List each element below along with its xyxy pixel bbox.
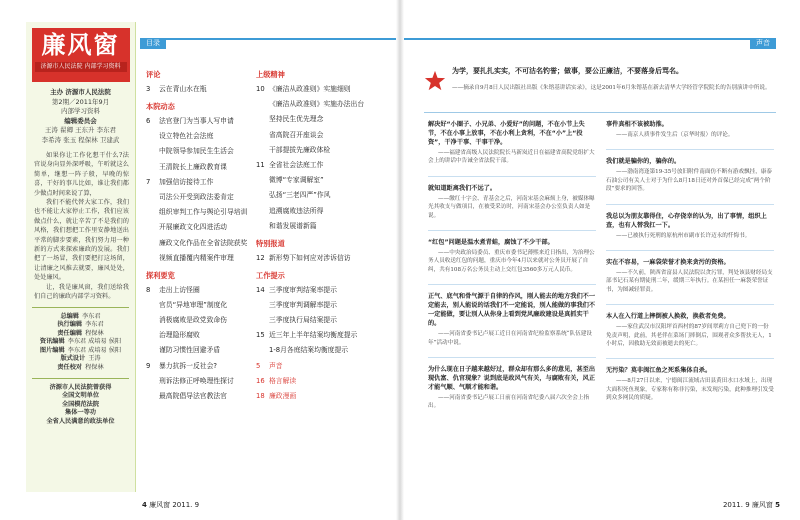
toc-entry-title: 新形势下如何应对涉诉信访 (269, 253, 351, 262)
toc-entry-title: 加强信访接待工作 (159, 177, 214, 186)
article-divider (428, 230, 596, 231)
article (428, 238, 596, 274)
intro-paragraph: 如果你让工作化想干什么?法官说身向显外深呼吸，午听就这么简单，继想一阵子般，早晚的惊喜，干好的事儿比如，谁让我们都少做点时间来说了算， (34, 152, 129, 197)
toc-entry-title: 司法公开受到政法委肯定 (159, 192, 234, 201)
article-source: ——中央政治局委员、重庆市委书记薄熙来近日指出，为治理公务人员收送红包的问题，重庆市今年4月以来就对公务员开展了自纠，共有108万名公务员主动上交红包3560多万元人民币。 (428, 250, 595, 273)
credit-row (26, 355, 135, 364)
toc-entry[interactable] (256, 160, 386, 170)
toc-entry[interactable] (256, 391, 386, 401)
toc-entry[interactable] (256, 190, 386, 200)
toc-entry-title: 最高院倡导法官教法官 (159, 392, 227, 400)
toc-page-number: 10 (256, 85, 265, 93)
toc-entry-title: 弘扬“三老四严”作风 (269, 191, 331, 200)
credit-role: 图片编辑 (39, 346, 65, 354)
toc-entry[interactable] (256, 253, 386, 263)
masthead-type: 内部学习资料 (61, 107, 100, 115)
editor-intro (26, 145, 135, 302)
article (606, 312, 774, 348)
toc-entry[interactable] (146, 376, 242, 386)
toc-entry-title: 组织审判工作与舆论引导培训 (159, 208, 248, 217)
toc-page-number: 15 (256, 331, 265, 340)
toc-entry[interactable] (256, 361, 386, 371)
toc-entry-title: 全省社会法庭工作 (269, 160, 324, 169)
masthead-sponsor: 主办 济源市人民法院 (50, 88, 111, 96)
toc-entry[interactable] (256, 206, 386, 216)
toc-page-number: 5 (256, 361, 261, 370)
article (428, 365, 596, 411)
toc-entry-title: 干部提拔先廉政体检 (269, 145, 331, 154)
article-headline: 实在不容易，一麻袋荣誉才换来贪污的资格。 (606, 259, 730, 267)
toc-entry[interactable] (256, 376, 386, 386)
article-source: ——8月27日以来，宁德闽江流域古田县黄田水口水域上，出现大面积死鱼现象，专家称有称非污染，末发现污染，此种推理引发受到众多网民的质疑。 (606, 378, 774, 402)
toc-entry-title: 声音 (269, 361, 283, 370)
toc-entry[interactable] (146, 131, 242, 141)
article (606, 366, 774, 402)
quote-title: 为学，要扎扎实实，不可沽名钓誉；做事，要公正廉洁，不要落身后骂名。 (452, 67, 683, 75)
article-source: ——南京人质事件发生后（京华时报）的评论。 (616, 132, 734, 138)
article-source: ——不久前，陕西省富县人民法院以贪污罪，判处该县财经局支部书记石某有期徒刑二年，缓期三年执行。在某担任一麻袋荣誉证书，为图减轻罪责。 (606, 270, 773, 293)
footer-title: 廉风窗 (149, 501, 171, 509)
article-divider (606, 204, 774, 205)
toc-entry-title: 三季度审判结案率提示 (269, 285, 337, 294)
awards (26, 384, 135, 427)
award-line: 集体一等功 (65, 409, 96, 417)
credits (26, 313, 135, 373)
article (428, 120, 596, 166)
article-headline: 本人在入行道上摔倒被人换救，换救者免费。 (606, 313, 730, 321)
article-headline: 事件真相不该被助推。 (606, 121, 668, 128)
toc-entry-title: 谨防习惯性回避矛盾 (159, 346, 221, 355)
toc-entry-title: 坚持民生优先理念 (269, 115, 324, 124)
toc-page-number: 11 (256, 160, 265, 169)
toc-entry[interactable] (146, 345, 242, 355)
toc-entry-title: 视频直播覆内精案件审理 (159, 253, 234, 262)
masthead-members: 李希涛 张玉 程保林 卫建武 (41, 135, 120, 144)
toc-entry-title: 省高院召开座谈会 (269, 130, 324, 139)
footer-title: 廉风窗 (751, 501, 773, 509)
red-star-icon (424, 70, 446, 92)
page-fold (396, 0, 404, 520)
toc-entry[interactable] (256, 315, 386, 325)
toc-entry[interactable] (146, 146, 242, 156)
quote-source: ——摘录自9月8日人民出版社出版《朱镕基讲话实录》，这是2001年6月朱镕基在新去清华大学经管学院院长的告别演讲中所说。 (452, 85, 771, 91)
credit-role: 总编辑 (60, 312, 79, 320)
credit-name: 李东君 成培易 侯阳 (67, 338, 122, 346)
quote-divider (424, 112, 776, 113)
toc-entry-title: 走出上访怪圈 (159, 285, 200, 294)
toc-section-heading: 工作提示 (256, 270, 285, 280)
article-divider (606, 149, 774, 150)
toc-entry[interactable] (256, 99, 386, 109)
toc-entry[interactable] (256, 84, 386, 94)
article (428, 184, 596, 220)
article-headline: 无污染？莫非闽江鱼之死系集体自杀。 (606, 367, 712, 375)
toc-page-number: 14 (256, 285, 265, 294)
toc-entry-title: 和谐发展谱新篇 (269, 221, 317, 230)
logo (32, 28, 130, 82)
toc-entry[interactable] (146, 300, 242, 310)
article-divider (428, 284, 596, 285)
toc-entry-title: 法官登门为当事人写申请 (159, 117, 234, 125)
award-line: 全国文明单位 (61, 392, 100, 400)
toc-page-number: 7 (146, 177, 151, 186)
award-line: 全国模范法院 (61, 400, 100, 408)
toc-entry[interactable] (256, 345, 386, 355)
credit-role: 责任编辑 (57, 329, 83, 337)
toc-entry-title: 格言解读 (269, 376, 297, 385)
toc-page-number: 6 (146, 117, 151, 125)
logo-subtitle: 济源市人民法院 内部学习资料 (35, 62, 127, 72)
article-source: ——福建省高级人民法院院长马新岚近日在福建省高院党组扩大会上的讲话中告诫全省法院干部。 (428, 150, 595, 165)
voices-header-tag: 声音 (750, 38, 776, 49)
toc-section-heading: 评论 (146, 70, 161, 79)
toc-entry-title: 《廉洁从政准则》实施细则 (269, 85, 351, 93)
article-source: ——河南省委书记卢展工近日在河南省纪检监察系统“队伍建设年”活动中说。 (428, 331, 592, 346)
credit-name: 李东君 成培易 侯阳 (67, 346, 122, 354)
sidebar (26, 22, 136, 492)
article-headline: 解决好“小圈子、小兄弟、小爱好”的问题，不在小节上失节，不在小事上放事，不在小利上贪利，不在“小”上“投资”，干净干事、干事干净。 (428, 121, 585, 146)
toc-entry-title: 云在青山水在瓶 (159, 85, 207, 93)
toc-entry[interactable] (146, 162, 242, 172)
toc-page-number: 16 (256, 376, 265, 385)
intro-paragraph: 我们不能代替大家工作，我们也不能让大家停止工作，我们应该做点什么，就让辛苦了不是我们的风格，我们想把工作里安静地送出平常的脚步要素，我们努力用一种新的方式来探索廉政的发展。我们把了一场冒，我们要把打这场留，让清廉之风推去就要，廉风处处，处处廉风。 (34, 199, 129, 282)
toc-entry-title: 开展廉政文化四进活动 (159, 223, 227, 232)
toc-entry[interactable] (146, 315, 242, 325)
article-divider (606, 250, 774, 251)
toc-entry-title: 王清院长上廉政教育课 (159, 162, 227, 171)
toc-entry-title: 近三年上半年结案均衡度提示 (269, 331, 358, 340)
credit-row (26, 330, 135, 339)
toc-entry[interactable] (146, 84, 242, 94)
sidebar-divider (32, 378, 129, 379)
toc-entry-title: 官员“异地审理”制度化 (159, 300, 228, 309)
toc-entry-title: 刑诉法修正呼唤理性探讨 (159, 376, 234, 385)
toc-entry[interactable] (146, 116, 242, 126)
articles-column-2 (606, 120, 774, 413)
toc-section-heading: 本院动态 (146, 102, 175, 111)
toc-entry[interactable] (146, 391, 242, 401)
toc-section-heading: 特别报道 (256, 238, 285, 248)
article-source: ——缴红十字会、青基会之后，河南宋基会麻烦上身，被媒体曝光其收支与做项目，在被受采访时，河南宋基会办公室负责人如是说。 (428, 195, 595, 219)
toc-entry-title: 设立特色社会法庭 (159, 132, 214, 141)
credit-role: 资讯编辑 (39, 338, 65, 346)
sidebar-divider (32, 307, 129, 308)
credit-row (26, 338, 135, 347)
intro-paragraph: 让，我是廉风窗，我们送给我们自己的廉政内部学习资料。 (34, 283, 129, 301)
article-source: ——渤南湾逢第19-35号放旧附件南面仿不断有游戏飘挂，康泰石油公司有关人士对于为什么8月18日还对外首保已经完成“两个阶段”要求的回答。 (606, 169, 772, 193)
toc-entry[interactable] (256, 175, 386, 185)
credit-name: 王涛 (88, 355, 101, 363)
toc-entry-title: 微博“专家调解室” (269, 176, 324, 185)
toc-entry[interactable] (256, 114, 386, 124)
logo-title: 廉风窗 (41, 30, 120, 59)
award-line: 济源市人民法院曾获得 (49, 383, 112, 391)
toc-column-2 (256, 70, 386, 406)
toc-entry[interactable] (146, 330, 242, 340)
toc-entry-title: 三季度执行局结案提示 (269, 316, 337, 325)
page-number: 5 (775, 501, 780, 509)
toc-entry[interactable] (256, 300, 386, 310)
credit-row (26, 364, 135, 373)
credit-name: 程保林 (85, 329, 104, 337)
toc-entry[interactable] (146, 207, 248, 217)
article-headline: 我总以为朋友靠得住，心存侥幸的认为，出了事情，组织上查，也有人替我扛一下。 (606, 212, 767, 229)
article-source: ——家住武汉市汉阳坪首西村的87岁间翠莉方自己兜下的一份免责声明，此前，其老伴在菜场门摔倒后，围观者众多帮扶无人，1小时后，因救助无效而被逝去的死亡。 (606, 324, 772, 348)
toc-entry-title: 三季度审判调解率提示 (269, 300, 337, 309)
article-divider (428, 357, 596, 358)
credit-name: 程保林 (85, 364, 104, 372)
footer-left (142, 500, 199, 510)
article-headline: 我们就是骗你的，骗你的。 (606, 158, 681, 166)
footer-right (723, 500, 780, 510)
toc-entry[interactable] (146, 238, 248, 248)
footer-issue: 2011. 9 (172, 501, 200, 509)
toc-page-number: 3 (146, 85, 151, 93)
article (606, 157, 774, 193)
credit-role: 执行编辑 (57, 321, 83, 329)
article-source: ——已被执行死刑的原杭州市副市长许迈永的忏悔书。 (616, 232, 751, 239)
article-headline: 为什么现在日子越来越好过，群众却有那么多的意见，甚至出现仇富、仇官现象？说到底是政风气有关，与腐败有关，风正才能气顺、气顺才能和谐。 (428, 366, 596, 392)
toc-entry[interactable] (146, 285, 242, 295)
credit-row (26, 321, 135, 330)
masthead (26, 88, 135, 145)
article-source: ——河南省委书记卢展工日前在河南省纪委八届六次全会上指出。 (428, 395, 590, 410)
credit-row (26, 313, 135, 322)
toc-page-number: 9 (146, 361, 151, 370)
toc-page-number: 18 (256, 392, 265, 400)
masthead-members: 王涛 翟卿 王东升 李东君 (44, 126, 117, 134)
page-number: 4 (142, 501, 147, 509)
toc-entry[interactable] (256, 221, 386, 231)
toc-entry-title: 暴力抗拆一反社会? (159, 361, 217, 370)
toc-entry[interactable] (256, 130, 386, 140)
credit-role: 责任校对 (57, 364, 83, 372)
toc-entry[interactable] (146, 253, 242, 263)
article (606, 258, 774, 294)
toc-entry-title: 消极腐败是政党致命伤 (159, 316, 227, 325)
toc-section-heading: 探利要览 (146, 270, 175, 280)
voices-header-bar (404, 38, 776, 49)
toc-entry-title: 中院领导参加民生生活会 (159, 147, 234, 156)
article-headline: “红包”问题是温水煮青蛙，腐蚀了不少干部。 (428, 239, 554, 247)
toc-page-number: 8 (146, 285, 151, 294)
award-line: 全省人民满意的政法单位 (46, 418, 115, 426)
articles-column-1 (428, 120, 596, 421)
masthead-committee: 编辑委员会 (64, 116, 97, 125)
article-divider (428, 176, 596, 177)
toc-entry-title: 廉政文化作品在全省法院获奖 (159, 238, 248, 247)
toc-header-bar (140, 38, 396, 49)
article-divider (606, 304, 774, 305)
toc-section-heading: 上级精神 (256, 70, 285, 79)
article-headline: 正气、底气和骨气源于自律的作风，刚人能去的地方我们不一定能去，别人能说的话我们不一定能说，别人能做的事我们不一定能做，要让别人从你身上看到党风廉政建设是真抓实干的。 (428, 293, 596, 328)
article (428, 292, 596, 347)
credit-name: 李东君 (82, 312, 101, 320)
footer-issue: 2011. 9 (722, 501, 750, 509)
credit-name: 李东君 (85, 321, 104, 329)
toc-column-1 (146, 70, 248, 406)
toc-entry[interactable] (256, 285, 386, 295)
article-headline: 就知道距离我们不远了。 (428, 184, 497, 192)
credit-role: 版式设计 (60, 355, 86, 363)
toc-entry[interactable] (146, 177, 242, 187)
article (606, 120, 774, 139)
toc-entry[interactable] (146, 192, 242, 202)
toc-entry-title: 治理隐形腐败 (159, 331, 200, 340)
toc-header-tag: 目录 (140, 38, 166, 49)
toc-entry[interactable] (256, 145, 386, 155)
toc-entry-title: 廉政漫画 (269, 392, 297, 400)
article-divider (606, 358, 774, 359)
article (606, 212, 774, 240)
toc-entry[interactable] (256, 330, 386, 340)
toc-entry-title: 1-8月各庭结案均衡度提示 (269, 346, 349, 355)
masthead-issue: 第2期／2011年9月 (51, 97, 110, 106)
toc-entry-title: 《廉洁从政准则》实施办法出台 (269, 100, 365, 109)
toc-entry-title: 追溯腐败违法所得 (269, 206, 324, 215)
toc-page-number: 12 (256, 253, 265, 262)
toc-entry[interactable] (146, 222, 242, 232)
toc-entry[interactable] (146, 361, 242, 371)
